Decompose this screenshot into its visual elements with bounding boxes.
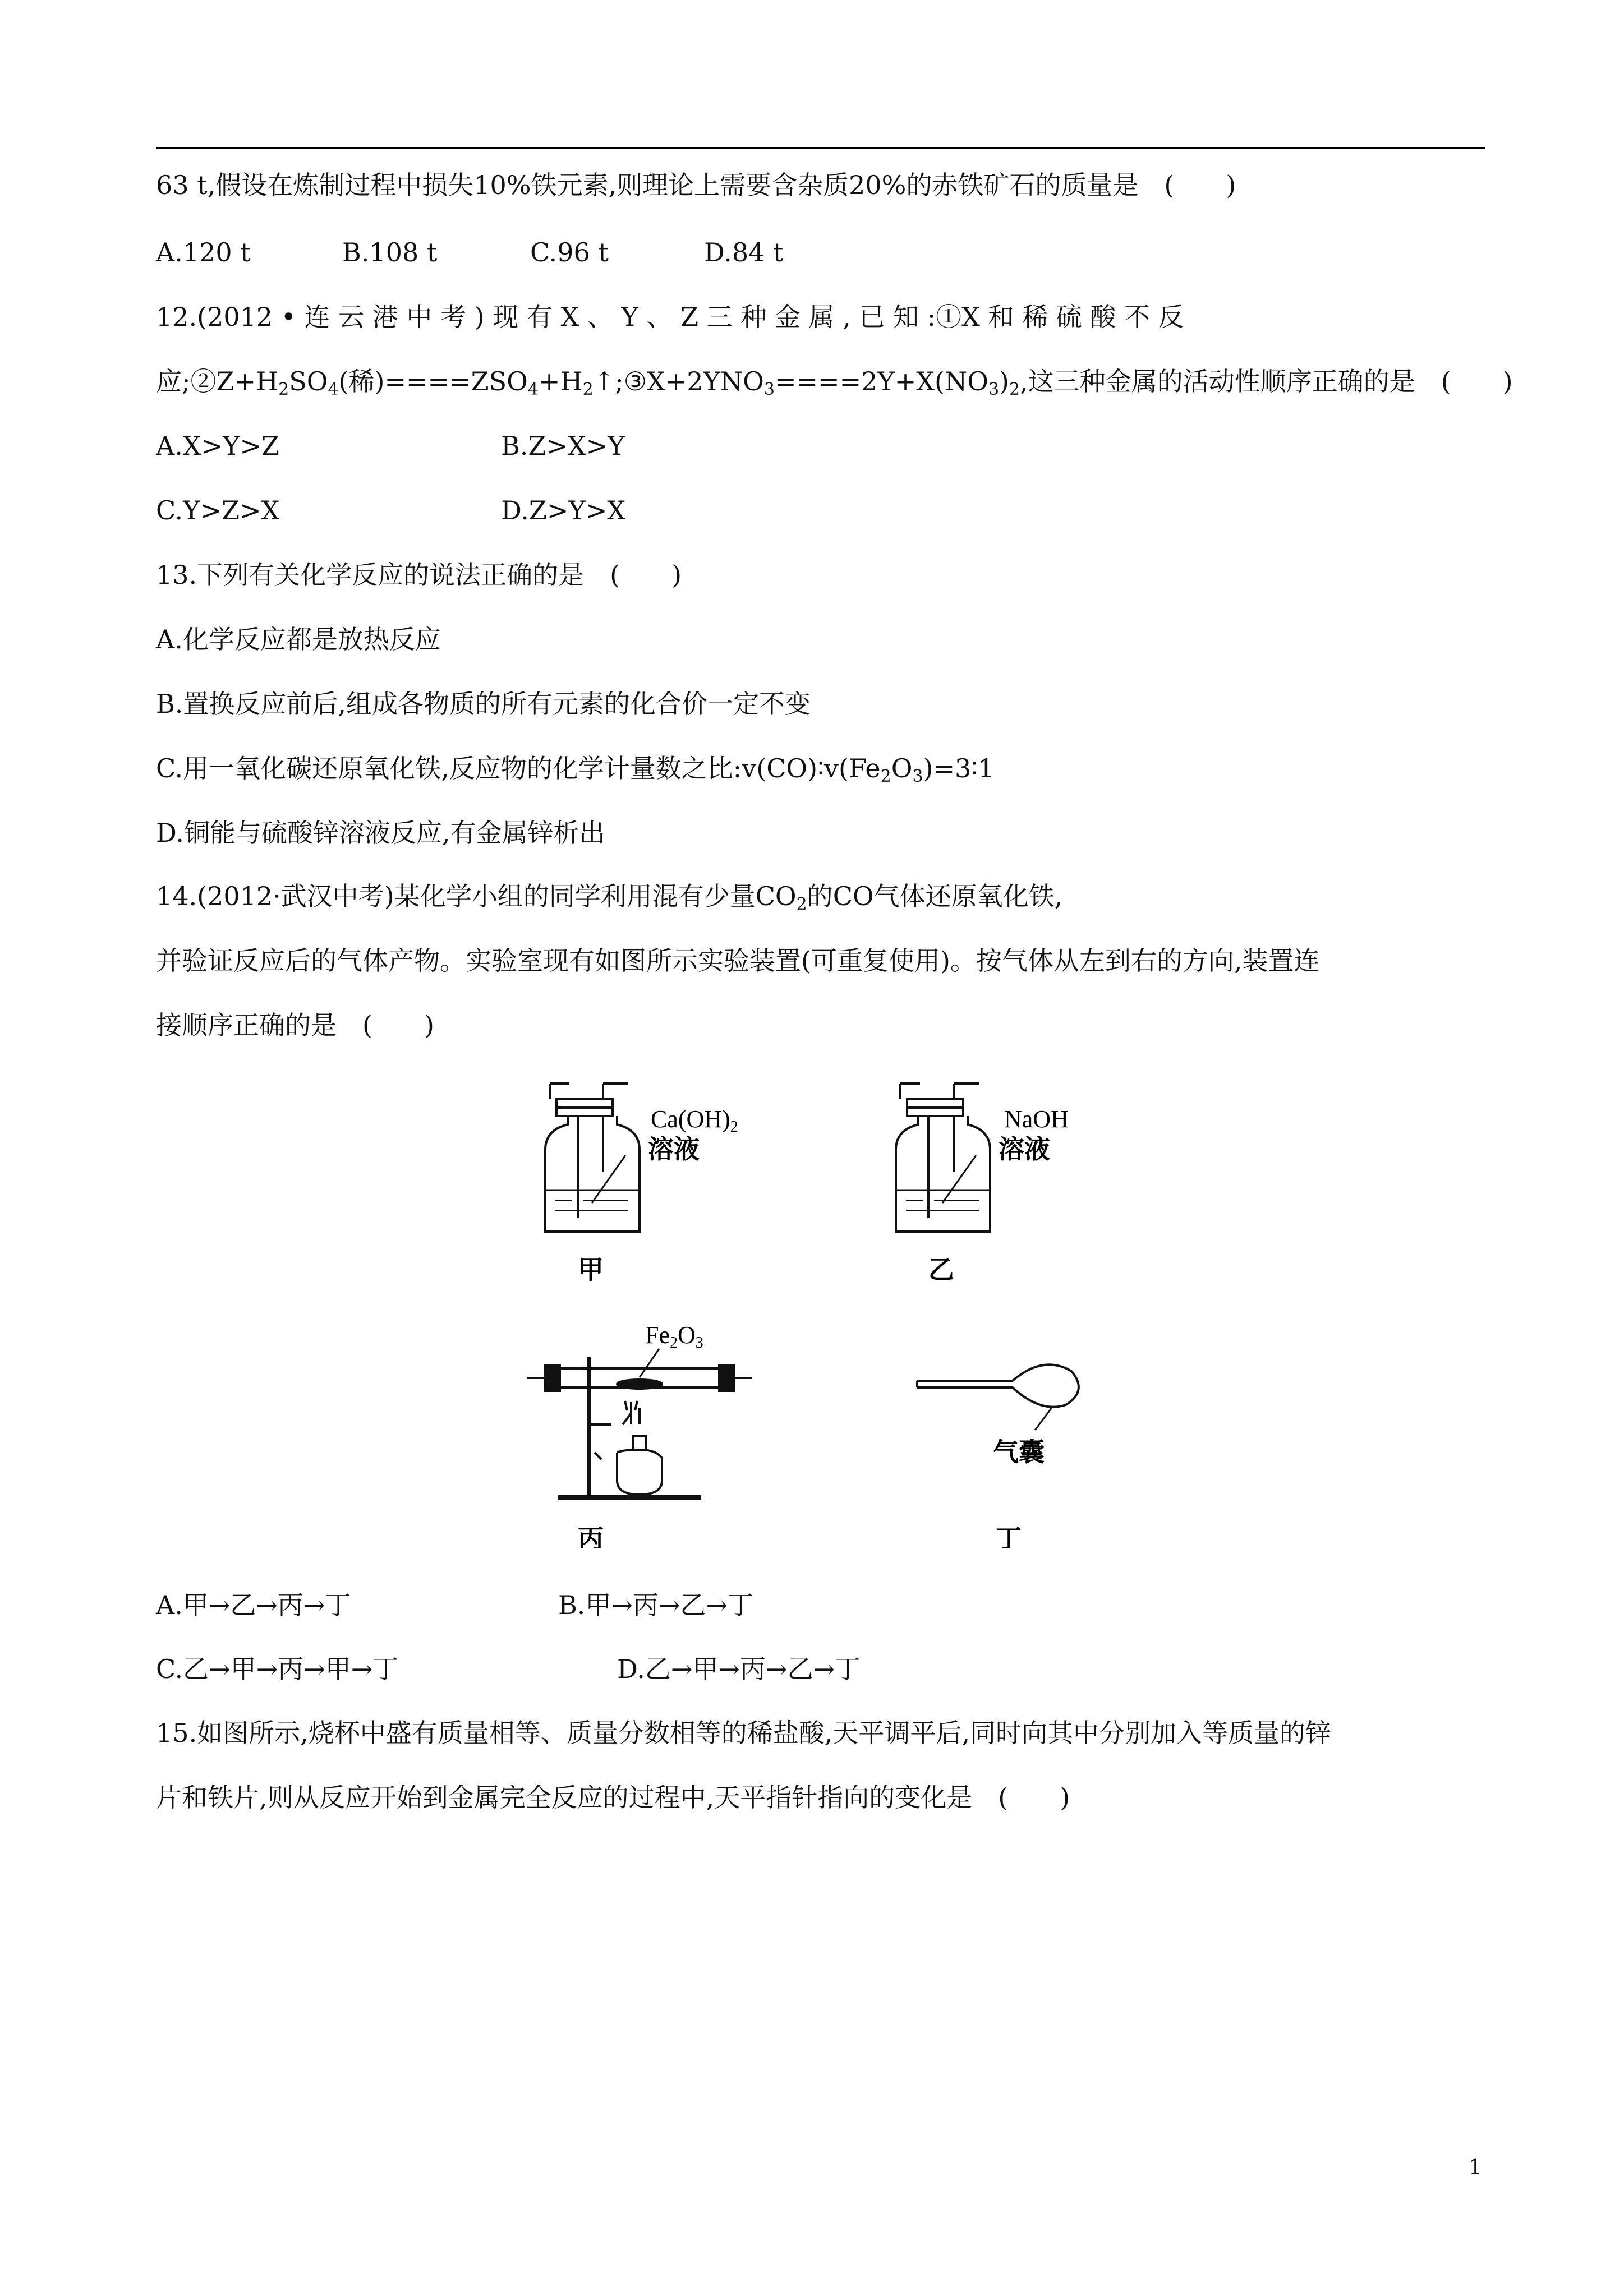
yi-reagent: NaOH — [1004, 1105, 1069, 1133]
q13-option-d: D.铜能与硫酸锌溶液反应,有金属锌析出 — [156, 818, 605, 848]
bottle-yi — [896, 1084, 990, 1232]
q13-option-a: A.化学反应都是放热反应 — [156, 624, 441, 654]
q11-option-c: C.96 t — [530, 237, 609, 268]
q12-option-a: A.X>Y>Z — [156, 431, 280, 461]
ding-reagent: 气囊 — [993, 1437, 1045, 1467]
q14-option-a: A.甲→乙→丙→丁 — [156, 1590, 351, 1620]
header-rule — [156, 147, 1485, 149]
q13-option-c: C.用一氧化碳还原氧化铁,反应物的化学计量数之比$:v(CO)∶v(Fe_2O_3)=3∶1$ — [156, 753, 995, 786]
jia-reagent: Ca(OH)2 — [651, 1105, 738, 1136]
tube-bing — [527, 1349, 752, 1497]
q13-option-b: B.置换反应前后,组成各物质的所有元素的化合价一定不变 — [156, 689, 811, 719]
ding-label: 丁 — [996, 1524, 1022, 1548]
yi-label: 乙 — [928, 1255, 954, 1285]
q11-option-a: A.120 t — [156, 237, 251, 268]
jia-label: 甲 — [578, 1255, 604, 1285]
page-number: 1 — [1469, 2155, 1483, 2179]
q11-option-d: D.84 t — [704, 237, 784, 268]
jia-reagent-solution: 溶液 — [648, 1134, 700, 1164]
balloon-ding — [917, 1364, 1079, 1430]
q11-option-b: B.108 t — [342, 237, 438, 268]
q11-continuation: 63 t,假设在炼制过程中损失10%铁元素,则理论上需要含杂质20%的赤铁矿石的质量是 ( ) — [156, 170, 1236, 200]
q14-stem-line1: 14.(2012·武汉中考)某化学小组的同学利用混有少量$CO_2$的CO气体还原氧化铁, — [156, 881, 1063, 914]
q14-stem-line3: 接顺序正确的是 ( ) — [156, 1010, 434, 1040]
bing-reagent: Fe2O3 — [645, 1321, 703, 1352]
q13-stem: 13.下列有关化学反应的说法正确的是 ( ) — [156, 560, 682, 590]
q15-stem-line2: 片和铁片,则从反应开始到金属完全反应的过程中,天平指针指向的变化是 ( ) — [156, 1782, 1070, 1813]
q12-option-c: C.Y>Z>X — [156, 495, 280, 525]
q14-option-b: B.甲→丙→乙→丁 — [558, 1590, 754, 1620]
q12-stem-line2: 应$;②Z+H_2SO_4$(稀)$====ZSO_4+H_2↑;③X+2YNO_3====2Y+X(NO_3)_2$,这三种金属的活动性顺序正确的是 ( ) — [156, 366, 1513, 399]
apparatus-figure — [505, 1066, 1178, 1548]
q12-option-d: D.Z>Y>X — [501, 495, 626, 525]
q14-option-c: C.乙→甲→丙→甲→丁 — [156, 1654, 399, 1684]
bottle-jia — [545, 1084, 640, 1232]
bing-label: 丙 — [578, 1524, 604, 1548]
q12-option-b: B.Z>X>Y — [501, 431, 625, 461]
yi-reagent-solution: 溶液 — [999, 1134, 1050, 1164]
q14-stem-line2: 并验证反应后的气体产物。实验室现有如图所示实验装置(可重复使用)。按气体从左到右的方向,装置连 — [156, 946, 1320, 976]
q15-stem-line1: 15.如图所示,烧杯中盛有质量相等、质量分数相等的稀盐酸,天平调平后,同时向其中分别加入等质量的锌 — [156, 1718, 1332, 1748]
q12-stem-line1: 12.(2012 • 连 云 港 中 考 ) 现 有 X 、 Y 、 Z 三 种 金 属 , 已 知 :①X 和 稀 硫 酸 不 反 — [156, 302, 1184, 332]
q14-option-d: D.乙→甲→丙→乙→丁 — [617, 1654, 861, 1684]
